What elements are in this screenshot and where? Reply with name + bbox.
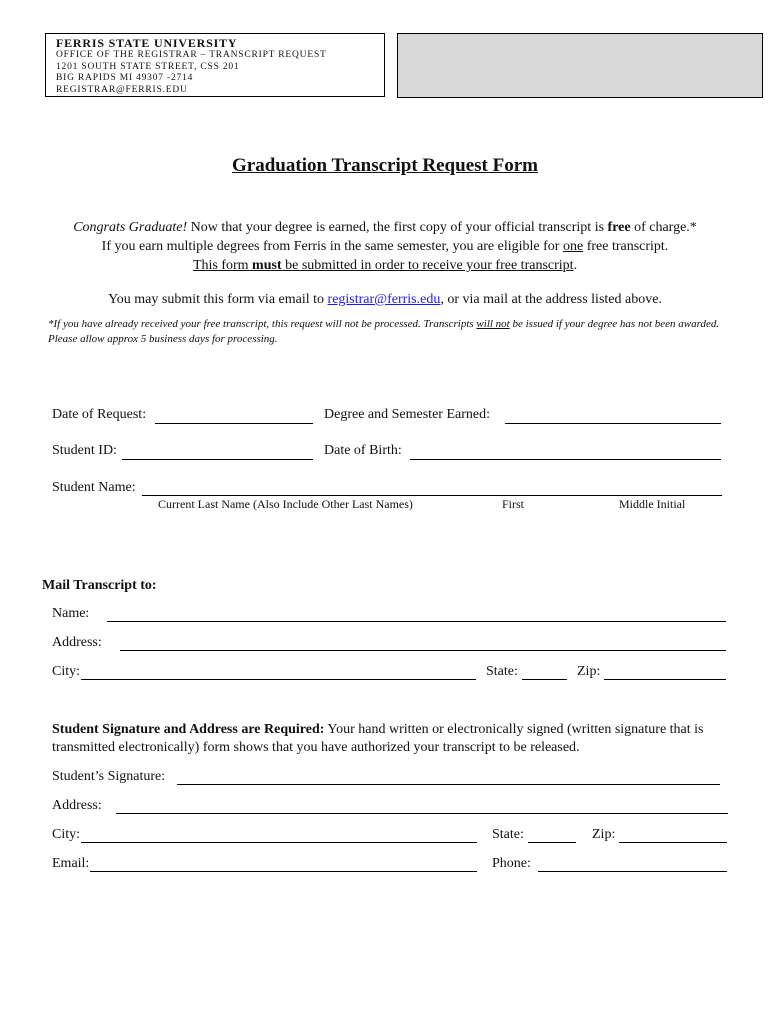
address-line-street: 1201 SOUTH STATE STREET, CSS 201 <box>56 61 240 72</box>
signature-required-heading: Student Signature and Address are Required: <box>52 722 325 737</box>
student-phone-field[interactable] <box>538 871 727 872</box>
footnote-text-a: *If you have already received your free transcript, this request will not be processed. Transcripts <box>48 318 477 330</box>
student-name-field[interactable] <box>142 495 722 496</box>
submit-instructions <box>0 292 770 308</box>
registrar-email-link[interactable]: registrar@ferris.edu <box>327 292 441 307</box>
student-name-label: Student Name: <box>52 480 136 495</box>
signature-requirement-line-2: transmitted electronically) form shows that you have authorized your transcript to be released. <box>52 740 580 755</box>
intro-text-2b: free transcript. <box>583 239 669 254</box>
first-name-caption: First <box>502 497 525 511</box>
intro-text-2a: If you earn multiple degrees from Ferris in the same semester, you are eligible for <box>101 239 563 254</box>
footnote <box>48 317 738 347</box>
mail-address-field[interactable] <box>120 650 726 651</box>
student-email-label: Email: <box>52 856 90 871</box>
intro-text-3a: This form <box>192 258 253 273</box>
student-id-label: Student ID: <box>52 443 117 458</box>
must-text: must <box>252 258 282 273</box>
student-signature-label: Student’s Signature: <box>52 769 166 784</box>
mail-transcript-heading: Mail Transcript to: <box>42 578 157 593</box>
date-of-request-label: Date of Request: <box>52 407 147 422</box>
intro-text-3b: be submitted in order to receive your free transcript <box>281 258 574 273</box>
degree-semester-field[interactable] <box>505 423 721 424</box>
middle-initial-caption: Middle Initial <box>619 497 686 511</box>
address-line-office: OFFICE OF THE REGISTRAR – TRANSCRIPT REQUEST <box>56 50 327 60</box>
intro-line-3 <box>0 258 770 274</box>
mail-name-field[interactable] <box>107 621 726 622</box>
date-of-birth-label: Date of Birth: <box>324 443 402 458</box>
student-id-field[interactable] <box>122 459 313 460</box>
submit-text-before: You may submit this form via email to <box>108 292 328 307</box>
last-name-caption: Current Last Name (Also Include Other Last Names) <box>158 497 413 511</box>
registrar-address-block <box>45 33 385 97</box>
intro-text-1a: Now that your degree is earned, the first copy of your official transcript is <box>187 220 608 235</box>
submit-text-after: , or via mail at the address listed above. <box>440 292 662 307</box>
form-title: Graduation Transcript Request Form <box>232 155 538 176</box>
will-not-text: will not <box>476 318 510 330</box>
signature-text-a: Your hand written or electronically signed (written signature that is <box>324 722 704 737</box>
intro-line-2 <box>0 239 770 255</box>
one-text: one <box>562 239 584 254</box>
congrats-text: Congrats Graduate! <box>73 220 188 235</box>
student-email-field[interactable] <box>90 871 477 872</box>
mail-zip-field[interactable] <box>604 679 726 680</box>
signature-requirement-line-1 <box>52 722 704 738</box>
mail-name-label: Name: <box>52 606 90 621</box>
mail-address-label: Address: <box>52 635 102 650</box>
student-zip-field[interactable] <box>619 842 727 843</box>
intro-line-1 <box>0 220 770 236</box>
free-text: free <box>607 220 631 235</box>
student-address-label: Address: <box>52 798 102 813</box>
intro-text-1b: of charge.* <box>630 220 697 235</box>
mail-zip-label: Zip: <box>577 664 601 679</box>
student-state-label: State: <box>492 827 524 842</box>
mail-state-field[interactable] <box>522 679 567 680</box>
university-name: FERRIS STATE UNIVERSITY <box>56 36 238 50</box>
address-line-city: BIG RAPIDS MI 49307 -2714 <box>56 73 194 83</box>
student-zip-label: Zip: <box>592 827 616 842</box>
student-city-label: City: <box>52 827 81 842</box>
date-of-request-field[interactable] <box>155 423 313 424</box>
intro-text-3c: . <box>573 258 578 273</box>
student-phone-label: Phone: <box>492 856 531 871</box>
mail-state-label: State: <box>486 664 518 679</box>
student-address-field[interactable] <box>116 813 728 814</box>
footnote-text-b: be issued if your degree has not been awarded. Please allow approx 5 business days for processing. <box>48 318 720 345</box>
mail-city-field[interactable] <box>81 679 476 680</box>
student-state-field[interactable] <box>528 842 576 843</box>
degree-semester-label: Degree and Semester Earned: <box>324 407 490 422</box>
student-signature-field[interactable] <box>177 784 720 785</box>
date-of-birth-field[interactable] <box>410 459 721 460</box>
student-city-field[interactable] <box>81 842 477 843</box>
office-use-box <box>397 33 763 98</box>
address-line-email: REGISTRAR@FERRIS.EDU <box>56 84 188 95</box>
mail-city-label: City: <box>52 664 81 679</box>
